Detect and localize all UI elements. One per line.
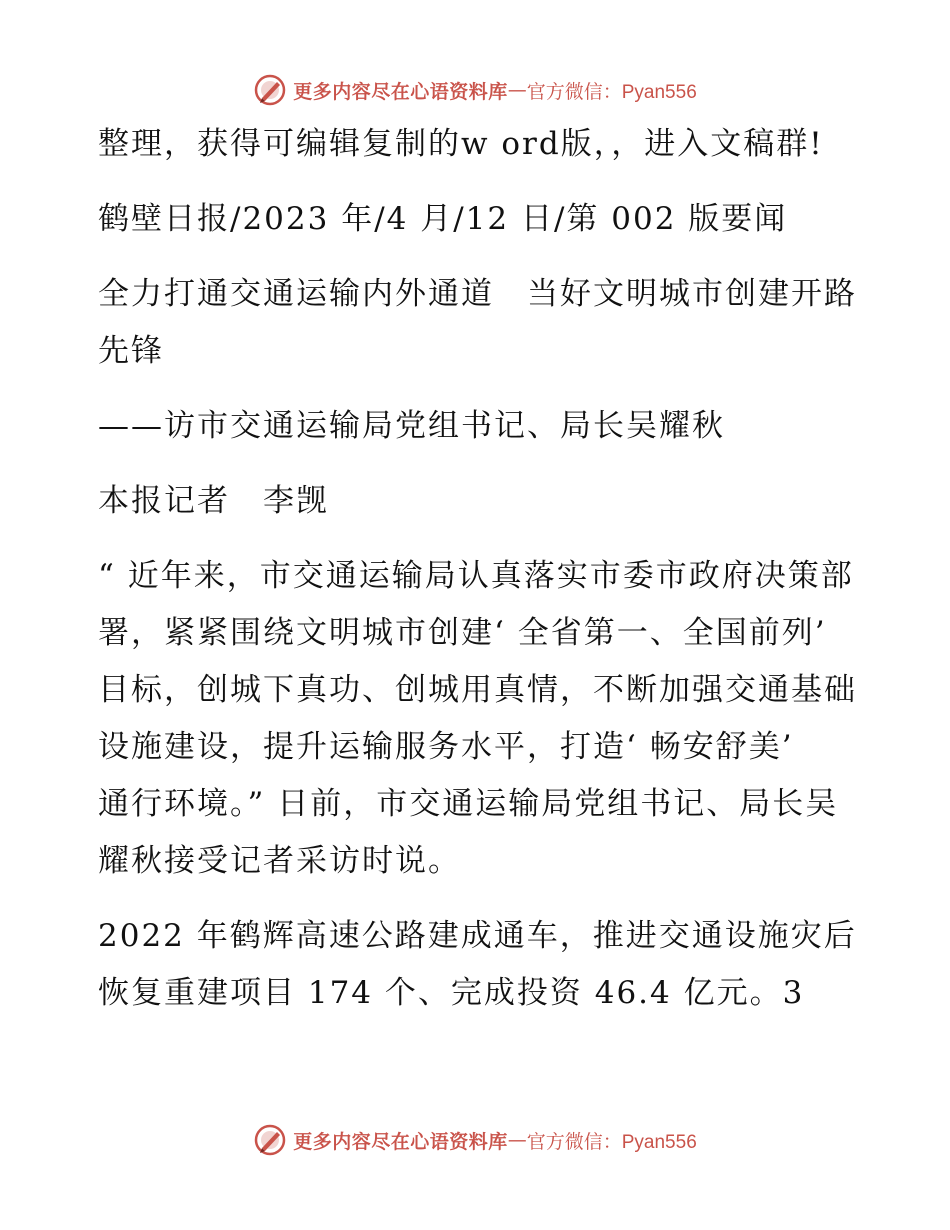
watermark-text: 更多内容尽在心语资料库 [293, 1130, 508, 1153]
dateline: 鹤壁日报/2023 年/4 月/12 日/第 002 版要闻 [98, 201, 788, 237]
document-body [98, 116, 858, 1040]
watermark-wechat: 官方微信：Pyan556 [526, 81, 697, 103]
watermark-wechat: 官方微信：Pyan556 [526, 1131, 697, 1153]
watermark-dash: — [507, 79, 527, 101]
pen-seal-icon [253, 73, 287, 107]
body-paragraph: “ 近年来，市交通运输局认真落实市委市政府决策部署，紧紧围绕文明城市创建‘ 全省第一、全国前列’ 目标，创城下真功、创城用真情，不断加强交通基础设施建设，提升运输服务水平，打造‘ 畅安舒美’ 通行环境。” 日前，市交通运输局党组书记、局长吴耀秋接受记者采访时说。 [98, 558, 860, 879]
header-watermark [0, 70, 950, 110]
watermark-text: 更多内容尽在心语资料库 [293, 80, 508, 103]
byline: 本报记者 李觊 [98, 483, 329, 519]
body-paragraph: 2022 年鹤辉高速公路建成通车，推进交通设施灾后恢复重建项目 174 个、完成投资 46.4 亿元。3 [98, 918, 857, 1011]
pen-seal-icon [253, 1123, 287, 1157]
intro-paragraph: 整理，获得可编辑复制的w ord版，，进入文稿群! [98, 126, 824, 162]
article-title: 全力打通交通运输内外通道 当好文明城市创建开路先锋 [98, 276, 857, 369]
watermark-dash: — [507, 1129, 527, 1151]
footer-watermark [0, 1120, 950, 1160]
article-subtitle: ——访市交通运输局党组书记、局长吴耀秋 [98, 408, 725, 444]
